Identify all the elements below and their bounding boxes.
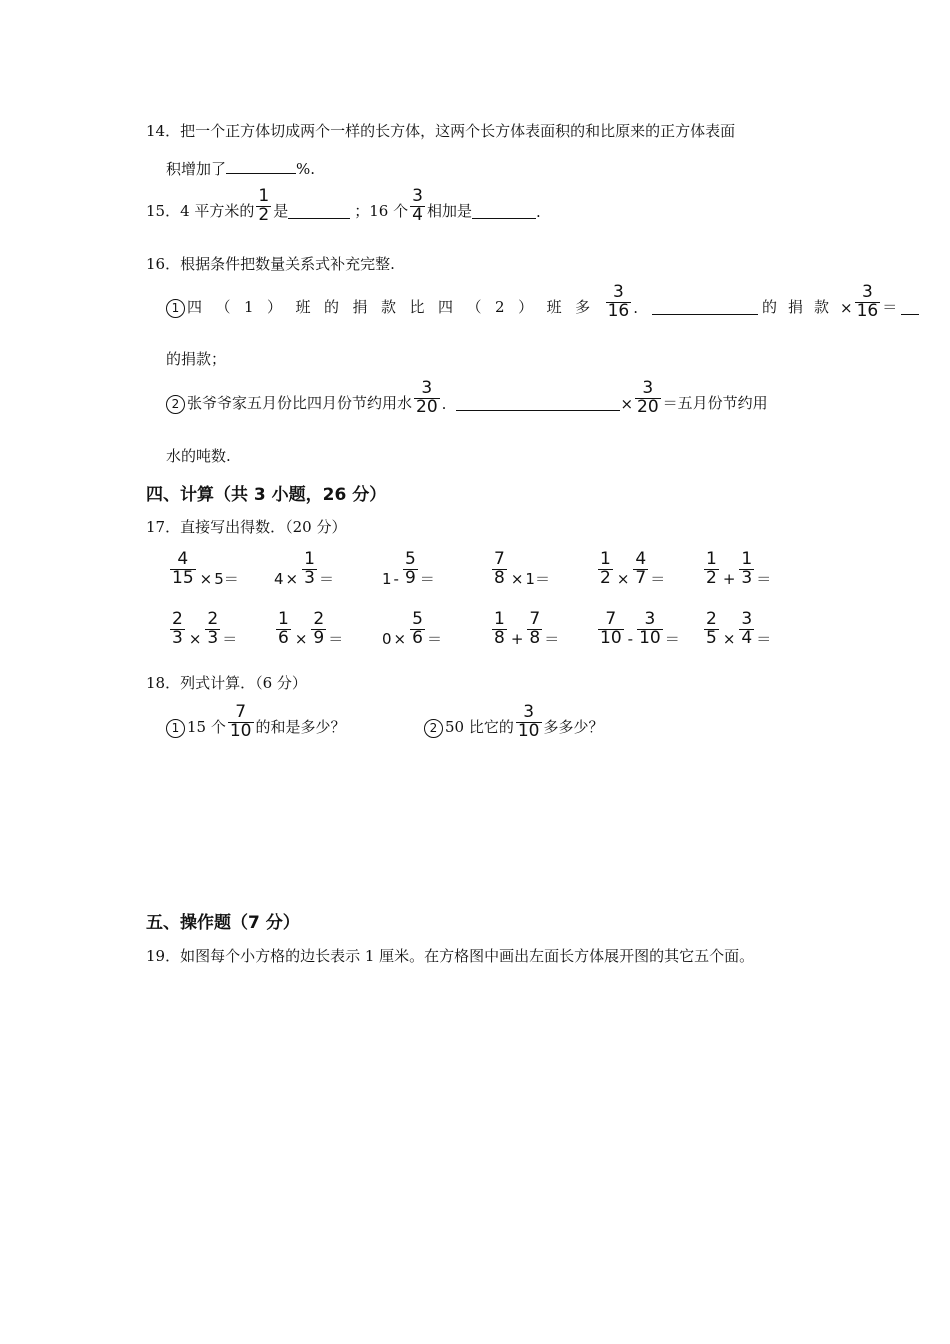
circled-number: 1 <box>166 719 185 738</box>
fraction: $\frac{3}{4}$ <box>741 609 753 648</box>
question-number: 15． <box>146 201 181 220</box>
whole-number: 0 <box>382 629 392 648</box>
fraction: $\frac{1}{6}$ <box>278 609 289 648</box>
answer-blank[interactable] <box>901 302 919 315</box>
fraction: $\frac{7}{8}$ <box>494 549 505 588</box>
whole-number: 1 <box>382 569 392 588</box>
question-text: %. <box>296 160 316 178</box>
fraction: $\frac{1}{2}$ <box>258 186 270 225</box>
equals-sign: ＝ <box>664 630 680 648</box>
operator: × <box>616 569 630 588</box>
equals-sign: ＝ <box>756 630 772 648</box>
question-16-item-2 <box>166 380 768 417</box>
question-number: 16． <box>146 255 181 273</box>
question-text: . <box>441 394 447 413</box>
calc-item <box>382 610 442 649</box>
question-text: 的和是多少？ <box>255 717 346 736</box>
question-text: 如图每个小方格的边长表示 1 厘米。在方格图中画出左面长方体展开图的其它五个面。 <box>180 947 755 965</box>
fraction: $\frac{3}{20}$ <box>416 378 438 417</box>
whole-number: 5 <box>214 569 224 588</box>
fraction: $\frac{3}{10}$ <box>517 702 540 741</box>
operator: × <box>294 629 308 648</box>
question-text: 水的吨数. <box>166 447 231 465</box>
question-16-item-1-line2 <box>166 348 226 369</box>
fraction: $\frac{2}{3}$ <box>172 609 183 648</box>
equals-sign: ＝ <box>534 570 550 588</box>
circled-number: 2 <box>166 395 185 414</box>
question-text: 四（1）班的捐款比四（2）班多 <box>187 297 604 316</box>
whole-number: 4 <box>274 569 284 588</box>
whole-number: 1 <box>525 569 535 588</box>
answer-blank[interactable] <box>652 302 758 315</box>
question-19 <box>146 945 754 966</box>
operator: + <box>510 629 524 648</box>
operator: × <box>199 569 213 588</box>
question-text: ；16 个 <box>354 201 409 220</box>
question-text: . <box>535 202 541 221</box>
question-16 <box>146 253 395 274</box>
question-text: 相加是 <box>426 201 472 220</box>
operator: - <box>393 569 399 588</box>
calc-item <box>702 610 771 649</box>
calc-item <box>490 610 559 649</box>
fraction: $\frac{1}{2}$ <box>706 549 717 588</box>
calc-item <box>490 550 550 589</box>
fraction: $\frac{3}{4}$ <box>412 186 423 225</box>
calc-item <box>274 550 334 589</box>
answer-blank[interactable] <box>472 206 536 219</box>
fraction: $\frac{2}{9}$ <box>313 609 325 648</box>
calc-item <box>274 610 343 649</box>
section-heading-5: 五、操作题（7 分） <box>146 913 300 933</box>
equals-sign: ＝ <box>882 297 898 316</box>
question-number: 18． <box>146 674 181 692</box>
calc-item <box>168 550 239 589</box>
fraction: $\frac{2}{3}$ <box>207 609 219 648</box>
question-text: 直接写出得数．（20 分） <box>180 518 347 536</box>
fraction: $\frac{5}{9}$ <box>404 549 416 588</box>
equals-sign: ＝ <box>544 630 560 648</box>
times-sign: × <box>840 298 853 317</box>
equals-sign: ＝ <box>318 570 334 588</box>
circled-number: 1 <box>166 299 185 318</box>
question-18-item-2 <box>424 704 604 741</box>
question-14-line2 <box>166 158 315 179</box>
question-number: 14． <box>146 122 181 140</box>
question-text: 是 <box>273 201 289 220</box>
fraction: $\frac{1}{2}$ <box>600 549 611 588</box>
question-text: 张爷爷家五月份比四月份节约用水 <box>187 393 413 412</box>
question-17 <box>146 516 346 537</box>
calc-item <box>596 550 665 589</box>
question-text: 积增加了 <box>166 160 227 178</box>
equals-sign: ＝ <box>222 630 238 648</box>
question-text: ＝五月份节约用 <box>662 393 768 412</box>
section-heading-4: 四、计算（共 3 小题，26 分） <box>146 485 387 505</box>
calc-item <box>168 610 237 649</box>
answer-blank[interactable] <box>456 398 620 411</box>
operator: × <box>285 569 299 588</box>
question-text: 4 平方米的 <box>180 201 255 220</box>
circled-number: 2 <box>424 719 443 738</box>
fraction: $\frac{4}{7}$ <box>635 549 647 588</box>
question-15 <box>146 188 541 225</box>
question-18 <box>146 672 307 693</box>
calc-item <box>702 550 771 589</box>
question-text: 的捐款 <box>762 297 841 316</box>
operator: × <box>393 629 407 648</box>
question-16-item-2-line2 <box>166 445 231 466</box>
equals-sign: ＝ <box>756 570 772 588</box>
operator: × <box>722 629 736 648</box>
answer-blank[interactable] <box>226 161 296 174</box>
question-text: 把一个正方体切成两个一样的长方体，这两个长方体表面积的和比原来的正方体表面 <box>180 122 736 140</box>
operator: × <box>510 569 524 588</box>
times-sign: × <box>620 394 634 413</box>
operator: × <box>188 629 202 648</box>
fraction: $\frac{3}{16}$ <box>856 282 879 321</box>
fraction: $\frac{7}{10}$ <box>229 702 252 741</box>
equals-sign: ＝ <box>426 630 442 648</box>
question-text: 的捐款； <box>166 350 227 368</box>
fraction: $\frac{2}{5}$ <box>706 609 717 648</box>
question-text: 列式计算．（6 分） <box>180 674 307 692</box>
fraction: $\frac{5}{6}$ <box>412 609 423 648</box>
fraction: $\frac{3}{16}$ <box>607 282 630 321</box>
question-number: 19． <box>146 947 181 965</box>
fraction: $\frac{3}{10}$ <box>639 609 661 648</box>
fraction: $\frac{1}{3}$ <box>741 549 753 588</box>
question-18-item-1 <box>166 704 346 741</box>
question-16-item-1 <box>166 284 919 321</box>
question-number: 17． <box>146 518 181 536</box>
question-text: 多多少？ <box>543 717 604 736</box>
calc-item <box>596 610 680 649</box>
fraction: $\frac{7}{10}$ <box>600 609 622 648</box>
fraction: $\frac{1}{8}$ <box>494 609 505 648</box>
operator: - <box>627 629 634 648</box>
calc-item <box>382 550 435 589</box>
equals-sign: ＝ <box>328 630 344 648</box>
fraction: $\frac{3}{20}$ <box>637 378 659 417</box>
fraction: $\frac{1}{3}$ <box>304 549 315 588</box>
question-text: 50 比它的 <box>445 717 514 736</box>
equals-sign: ＝ <box>223 570 239 588</box>
question-text: . <box>633 298 639 317</box>
question-text: 根据条件把数量关系式补充完整. <box>180 255 395 273</box>
fraction: $\frac{4}{15}$ <box>172 549 194 588</box>
operator: + <box>722 569 736 588</box>
question-14 <box>146 120 735 141</box>
question-text: 15 个 <box>187 717 226 736</box>
equals-sign: ＝ <box>650 570 666 588</box>
answer-blank[interactable] <box>288 206 350 219</box>
equals-sign: ＝ <box>419 570 435 588</box>
fraction: $\frac{7}{8}$ <box>529 609 541 648</box>
